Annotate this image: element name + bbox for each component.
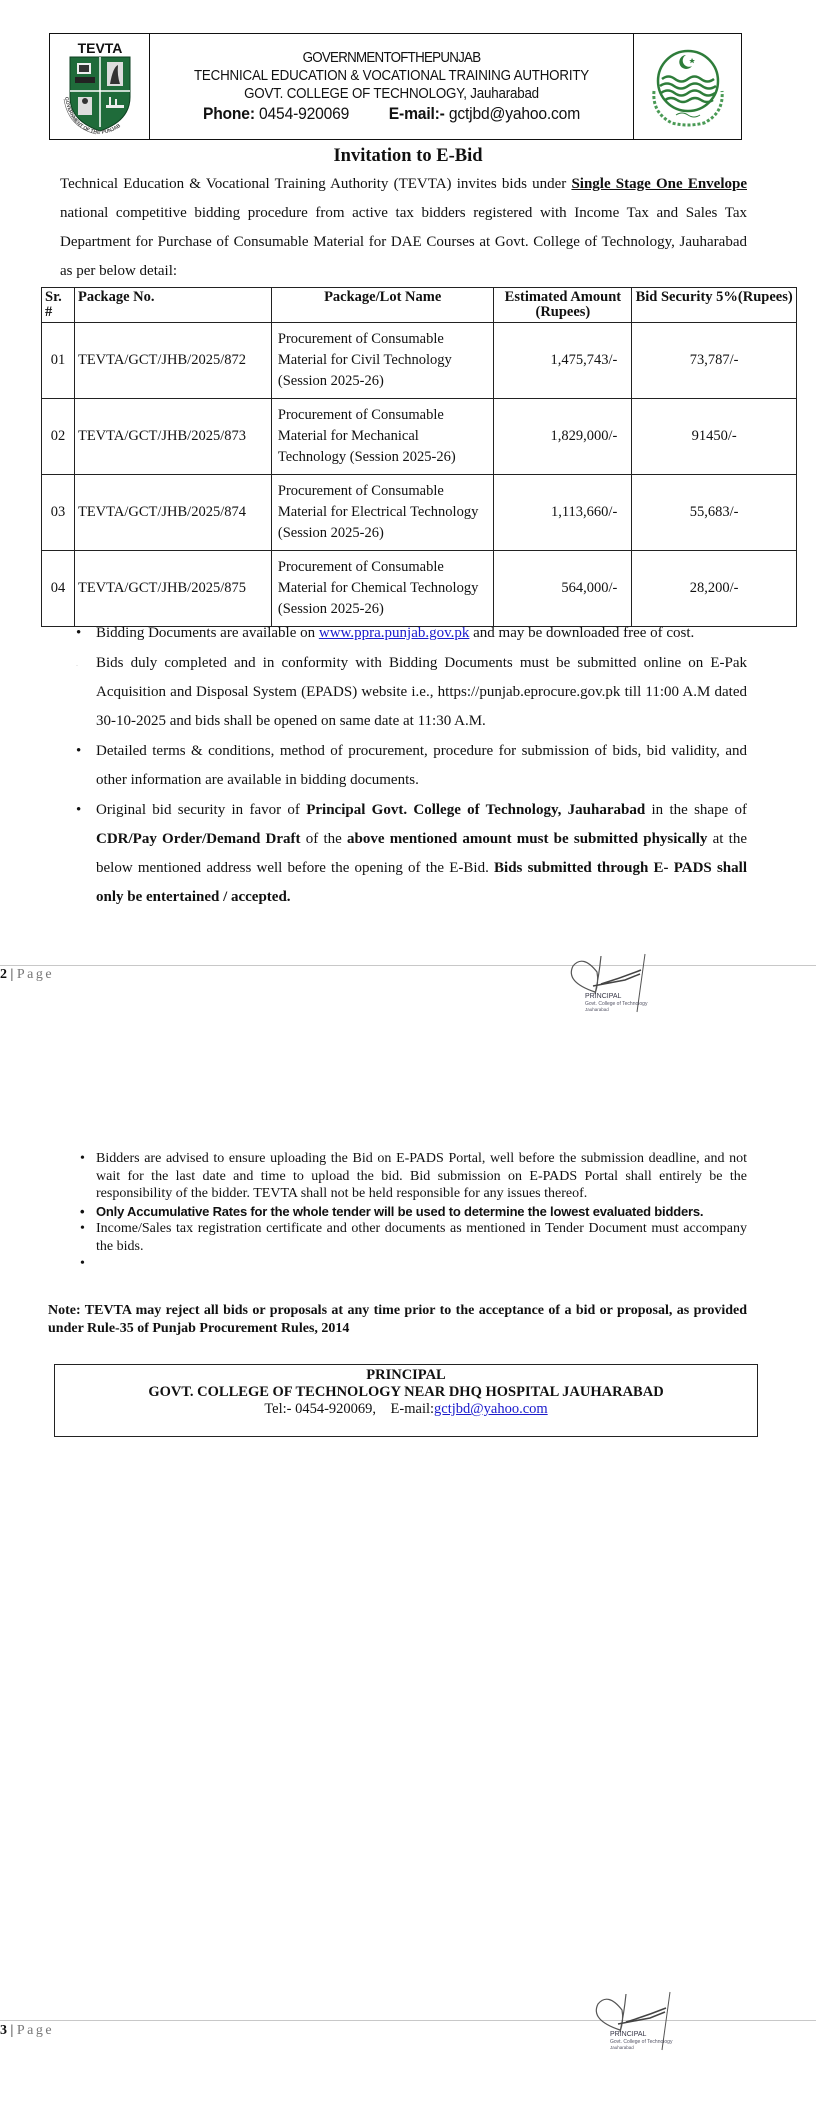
bullet-icon: • xyxy=(80,1256,85,1271)
conditions-list xyxy=(70,1150,747,1273)
cell-package-no: TEVTA/GCT/JHB/2025/874 xyxy=(74,475,271,551)
procedure-emphasis: Single Stage One Envelope xyxy=(571,176,747,192)
col-header-package-no: Package No. xyxy=(74,288,271,323)
page-number: 3 xyxy=(0,2023,7,2038)
table-row xyxy=(42,323,797,399)
cell-bid-security: 55,683/- xyxy=(632,475,797,551)
page-number: 2 xyxy=(0,967,7,982)
principal-signature-icon xyxy=(565,952,685,1022)
email-address: gctjbd@yahoo.com xyxy=(448,103,581,123)
bullet-icon: • xyxy=(80,1203,85,1219)
svg-text:TEVTA: TEVTA xyxy=(77,39,122,56)
col-header-lot-name: Package/Lot Name xyxy=(271,288,494,323)
cell-lot-name: Procurement of Consumable Material for Civil Technology (Session 2025-26) xyxy=(271,323,494,399)
cell-package-no: TEVTA/GCT/JHB/2025/875 xyxy=(74,551,271,627)
government-title: GOVERNMENTOFTHEPUNJAB xyxy=(302,49,481,66)
rejection-note: Note: TEVTA may reject all bids or proposals at any time prior to the acceptance of a bid or proposal, as provided under Rule-35 of Punjab Procurement Rules, 2014 xyxy=(48,1303,747,1336)
cell-estimated-amount: 1,113,660/- xyxy=(494,475,632,551)
cell-lot-name: Procurement of Consumable Material for Electrical Technology (Session 2025-26) xyxy=(271,475,494,551)
page-label: Page xyxy=(16,2023,55,2038)
bullet-icon: • xyxy=(80,1151,85,1166)
svg-text:GOVERNMENT OF THE PUNJAB: GOVERNMENT OF THE PUNJAB xyxy=(62,95,122,135)
tevta-logo xyxy=(50,34,150,139)
address-title: PRINCIPAL xyxy=(366,1367,446,1383)
cell-lot-name: Procurement of Consumable Material for Mechanical Technology (Session 2025-26) xyxy=(271,399,494,475)
tevta-shield-icon xyxy=(60,39,140,135)
bullet-text: Only Accumulative Rates for the whole tender will be used to determine the lowest evaluated bidders. xyxy=(96,1203,704,1219)
cell-estimated-amount: 1,475,743/- xyxy=(494,323,632,399)
college-title: GOVT. COLLEGE OF TECHNOLOGY, Jauharabad xyxy=(244,85,539,102)
bullet-text: Bidders are advised to ensure uploading the Bid on E-PADS Portal, well before the submission deadline, and not wait for the last date and time to upload the bid. Bid submission on E-PADS Portal shall entirely be the responsibility of the bidder. TEVTA shall not be held responsible for any issues thereof. xyxy=(96,1151,747,1201)
table-row xyxy=(42,475,797,551)
footer-divider xyxy=(0,965,816,966)
list-item xyxy=(66,796,747,912)
contact-line xyxy=(203,103,580,125)
submission-requirement: above mentioned amount must be submitted physically xyxy=(346,831,708,847)
page-number-2 xyxy=(0,967,54,983)
bullet-text: and may be downloaded free of cost. xyxy=(469,625,695,641)
cell-estimated-amount: 564,000/- xyxy=(494,551,632,627)
table-row xyxy=(42,399,797,475)
table-row xyxy=(42,551,797,627)
cell-sr: 04 xyxy=(42,551,75,627)
page-label: Page xyxy=(16,967,55,982)
cell-sr: 03 xyxy=(42,475,75,551)
signature-line1: Govt. College of Technology xyxy=(585,1001,648,1007)
col-header-estimated-amount: Estimated Amount (Rupees) xyxy=(494,288,632,323)
letterhead-text xyxy=(169,34,613,139)
bullet-text: of the xyxy=(300,831,347,847)
bullet-icon: • xyxy=(76,743,82,759)
bullet-text: Original bid security in favor of xyxy=(96,802,307,818)
bullet-text: Detailed terms & conditions, method of procurement, procedure for submission of bids, bid validity, and other information are available in bidding documents. xyxy=(96,743,747,788)
principal-signature-icon xyxy=(590,1990,710,2060)
contact-address-box xyxy=(54,1364,758,1437)
list-item-empty xyxy=(70,1255,747,1273)
intro-text-1: Technical Education & Vocational Training Authority (TEVTA) invites bids under xyxy=(60,176,572,192)
list-item xyxy=(70,1203,747,1221)
page-number-3 xyxy=(0,2023,54,2039)
signature-line2: Jauharabad xyxy=(585,1007,609,1012)
authority-title: TECHNICAL EDUCATION & VOCATIONAL TRAINING AUTHORITY xyxy=(193,67,590,84)
cell-package-no: TEVTA/GCT/JHB/2025/872 xyxy=(74,323,271,399)
epads-requirement: Bids submitted through E- PADS shall only be entertained / accepted. xyxy=(96,860,747,905)
punjab-emblem xyxy=(633,34,741,139)
cell-bid-security: 91450/- xyxy=(632,399,797,475)
bullet-icon: • xyxy=(80,1221,85,1236)
page-title: Invitation to E-Bid xyxy=(333,146,483,166)
bullet-text: in the shape of xyxy=(645,802,748,818)
cell-sr: 02 xyxy=(42,399,75,475)
list-item xyxy=(70,1150,747,1203)
col-header-sr: Sr. # xyxy=(42,288,75,323)
cell-package-no: TEVTA/GCT/JHB/2025/873 xyxy=(74,399,271,475)
address-tel: Tel:- 0454-920069, E-mail: xyxy=(264,1401,435,1417)
bullet-text: Bidding Documents are available on xyxy=(96,625,319,641)
faint-bullet-icon: . xyxy=(76,659,78,668)
email-label: E-mail:- xyxy=(388,103,445,123)
col-header-bid-security: Bid Security 5%(Rupees) xyxy=(632,288,797,323)
page-separator: | xyxy=(7,967,17,982)
letterhead xyxy=(49,33,742,140)
table-header-row xyxy=(42,288,797,323)
list-item xyxy=(66,619,747,648)
signature-line2: Jauharabad xyxy=(610,2045,634,2050)
ppra-link[interactable]: www.ppra.punjab.gov.pk xyxy=(318,625,470,641)
cell-sr: 01 xyxy=(42,323,75,399)
intro-text-2: national competitive bidding procedure from active tax bidders registered with Income Tax and Sales Tax Department for Purchase of Consumable Material for DAE Courses at Govt. College of Technology, Jauharabad as per below detail: xyxy=(60,205,747,279)
instrument-types: CDR/Pay Order/Demand Draft xyxy=(96,831,301,847)
list-item xyxy=(66,649,747,736)
bullet-text: Income/Sales tax registration certificate and other documents as mentioned in Tender Document must accompany the bids. xyxy=(96,1221,747,1254)
phone-label: Phone: xyxy=(202,103,255,123)
cell-lot-name: Procurement of Consumable Material for Chemical Technology (Session 2025-26) xyxy=(271,551,494,627)
terms-list xyxy=(66,619,747,913)
list-item xyxy=(70,1220,747,1255)
bullet-icon: • xyxy=(76,625,82,641)
cell-estimated-amount: 1,829,000/- xyxy=(494,399,632,475)
bullet-text: at the below mentioned address well before the opening of the E-Bid. xyxy=(96,831,747,876)
address-college: GOVT. COLLEGE OF TECHNOLOGY NEAR DHQ HOSPITAL JAUHARABAD xyxy=(148,1384,664,1400)
intro-paragraph xyxy=(60,170,747,286)
cell-bid-security: 73,787/- xyxy=(632,323,797,399)
payee-name: Principal Govt. College of Technology, Jauharabad xyxy=(306,802,646,818)
address-contact xyxy=(55,1401,757,1418)
cell-bid-security: 28,200/- xyxy=(632,551,797,627)
bullet-text: Bids duly completed and in conformity with Bidding Documents must be submitted online on E-Pak Acquisition and Disposal System (EPADS) website i.e., https://punjab.eprocure.gov.pk till 11:00 A.M dated 30-10-2025 and bids shall be opened on same date at 11:30 A.M. xyxy=(96,655,747,729)
list-item xyxy=(66,737,747,795)
phone-number: 0454-920069 xyxy=(259,103,350,123)
bid-packages-table xyxy=(41,287,797,627)
signature-line1: Govt. College of Technology xyxy=(610,2039,673,2045)
signature-title: PRINCIPAL xyxy=(585,993,622,1000)
bullet-icon: • xyxy=(76,802,82,818)
address-email-link[interactable]: gctjbd@yahoo.com xyxy=(434,1401,548,1417)
page-separator: | xyxy=(7,2023,17,2038)
punjab-emblem-icon xyxy=(642,41,734,133)
signature-title: PRINCIPAL xyxy=(610,2031,647,2038)
